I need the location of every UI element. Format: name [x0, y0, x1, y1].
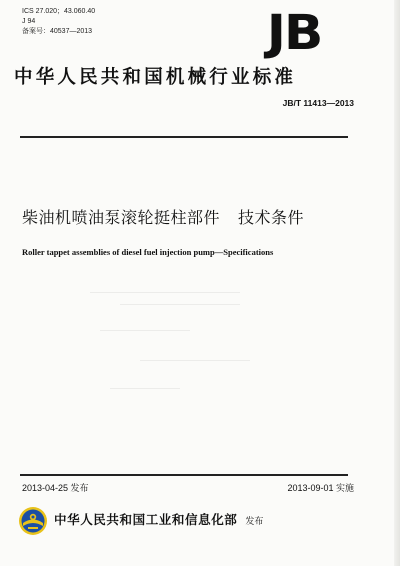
jb-logo-text: JB [266, 5, 322, 61]
implementation-date: 2013-09-01 实施 [287, 483, 354, 493]
chinese-title-main: 柴油机喷油泵滚轮挺柱部件 [22, 208, 221, 227]
chinese-title [22, 205, 304, 228]
ministry-emblem-icon [18, 506, 48, 536]
record-number: 备案号：40537—2013 [22, 28, 93, 35]
issuer-name: 中华人民共和国工业和信息化部 [54, 512, 238, 527]
jb-logo [254, 5, 334, 61]
scan-edge [394, 0, 400, 566]
issue-date: 2013-04-25 发布 [22, 483, 89, 493]
standard-category-title: 中华人民共和国机械行业标准 [14, 67, 297, 88]
classification-block [22, 7, 95, 37]
bleed-through-marks [80, 290, 280, 430]
chinese-title-sub: 技术条件 [238, 208, 305, 227]
top-divider [20, 136, 348, 138]
issuing-authority [54, 510, 263, 528]
bottom-divider [20, 474, 348, 476]
standard-number: JB/T 11413—2013 [282, 98, 354, 108]
english-title: Roller tappet assemblies of diesel fuel injection pump—Specifications [22, 247, 274, 257]
ccs-code: J 94 [22, 18, 36, 25]
ics-code: ICS 27.020；43.060.40 [22, 8, 96, 15]
issuer-action: 发布 [245, 517, 264, 527]
